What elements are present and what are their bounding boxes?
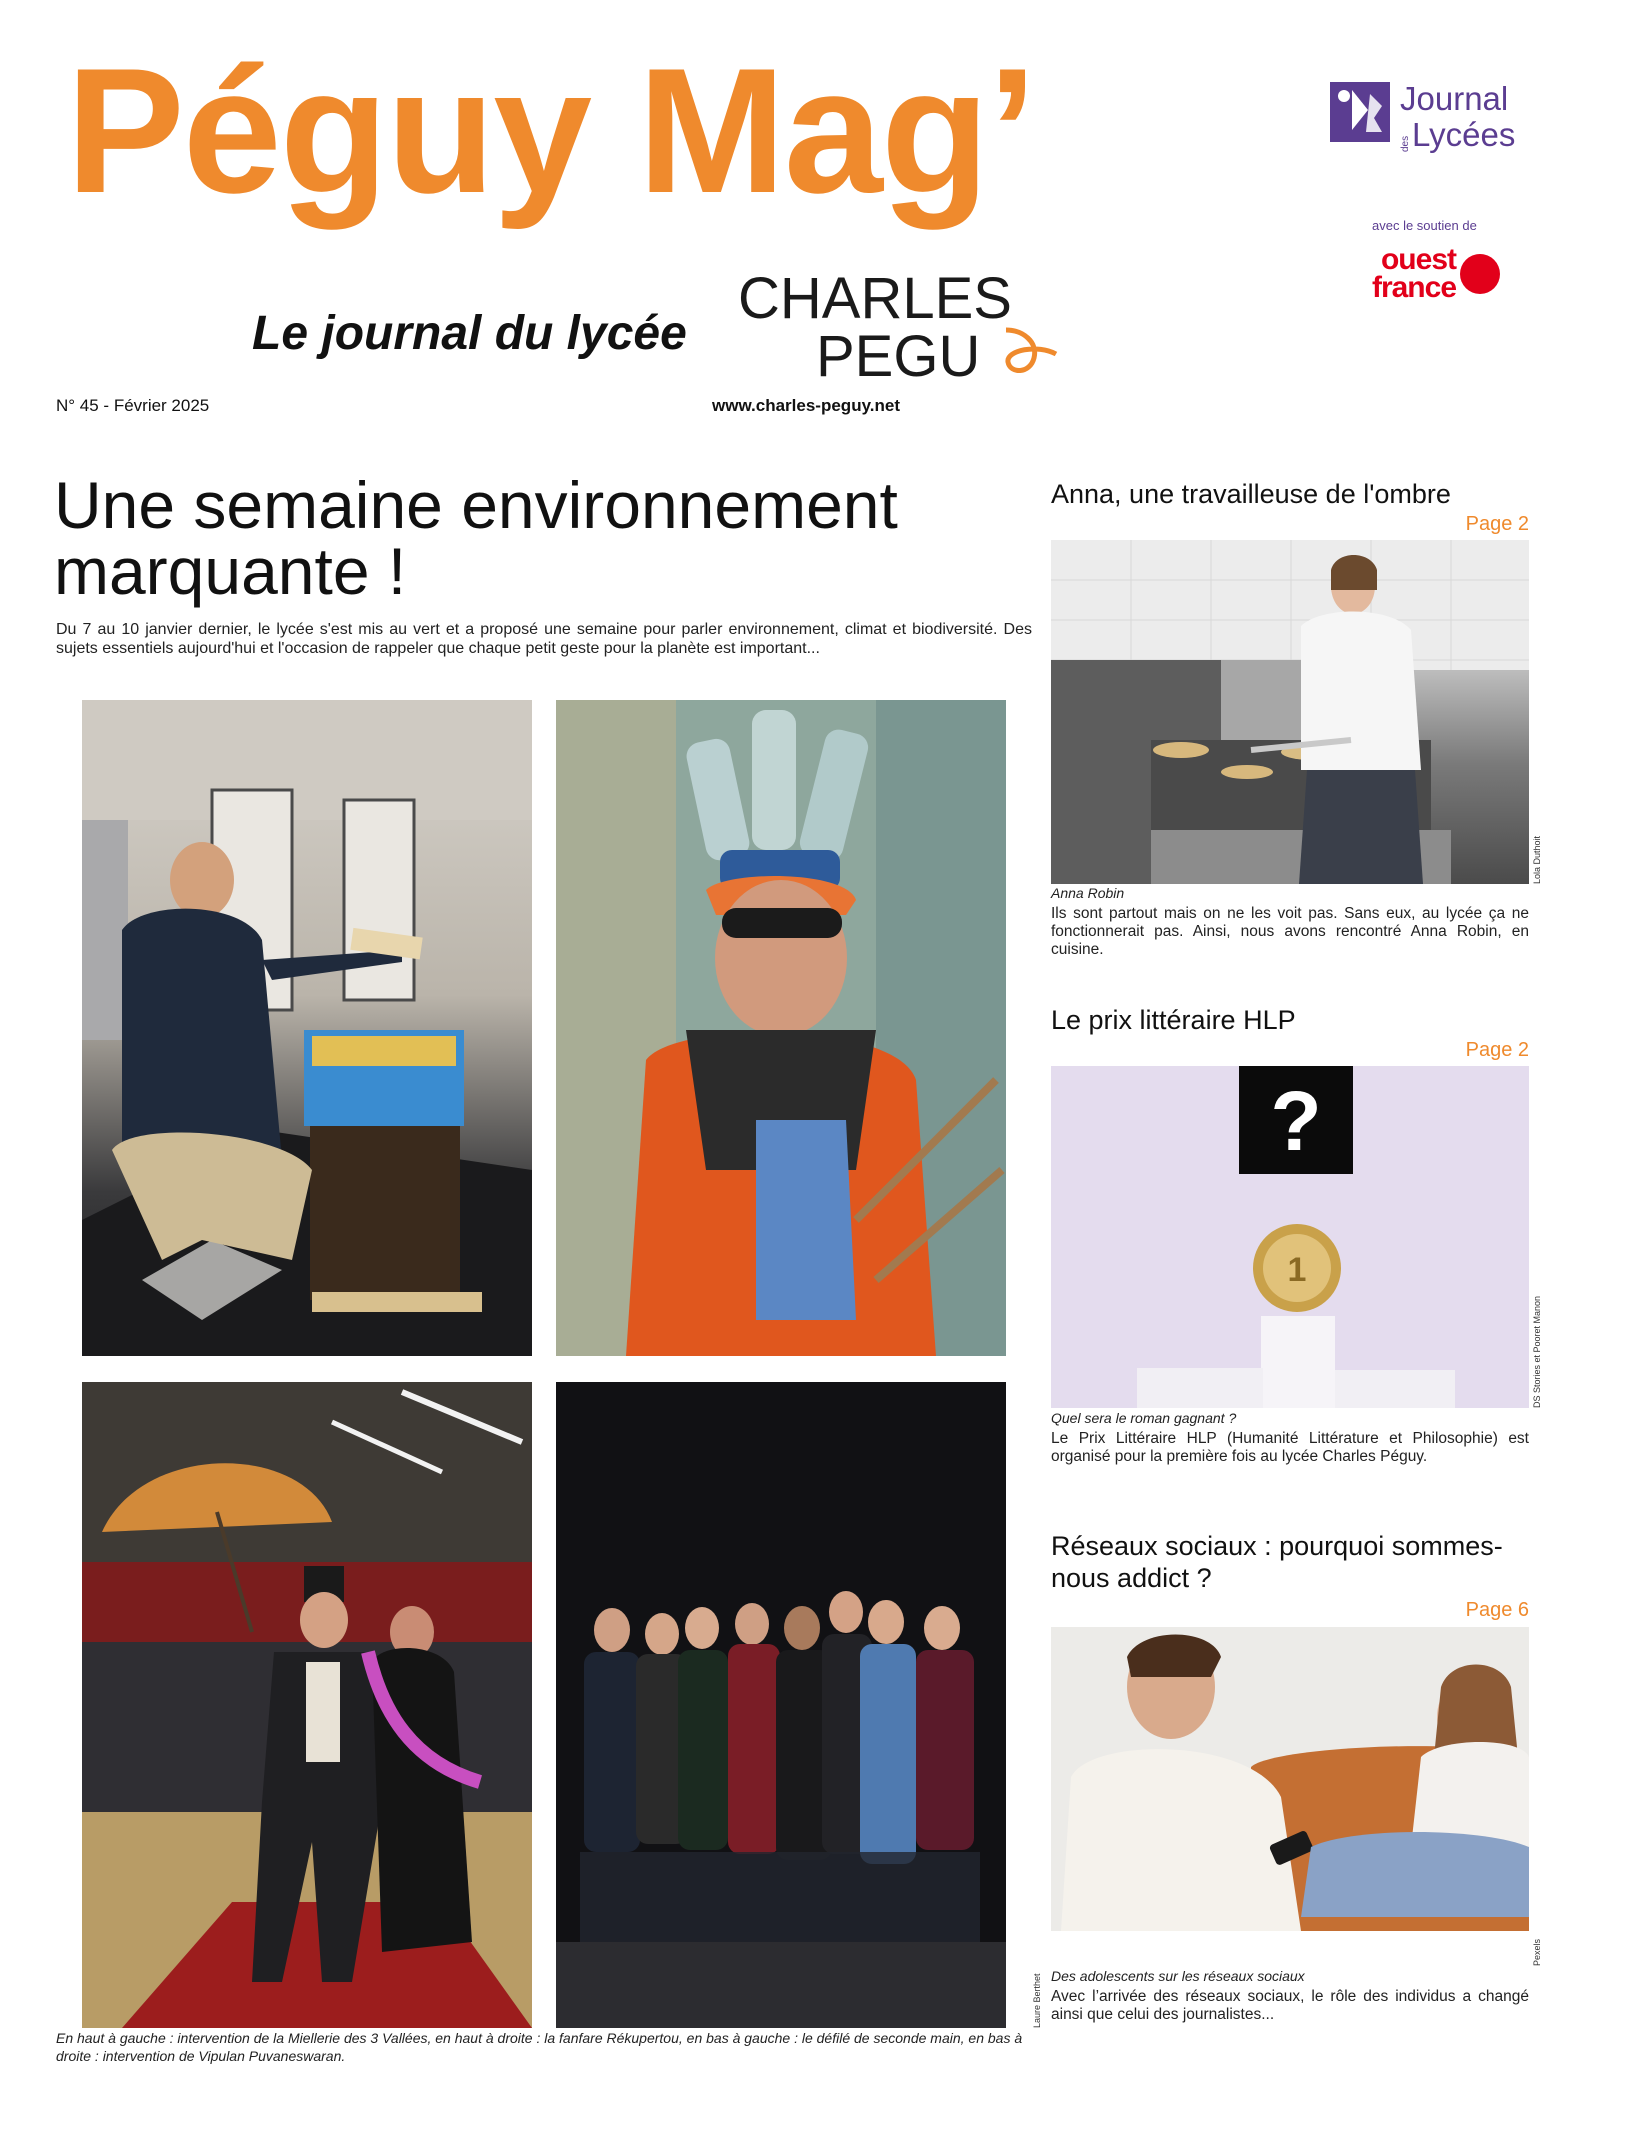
reseaux-page-link[interactable]: Page 6 [1465,1599,1529,1621]
hlp-page-link[interactable]: Page 2 [1465,1039,1529,1061]
website-link[interactable]: www.charles-peguy.net [712,396,900,415]
partner-logo-lycees: Lycées [1412,116,1516,153]
main-headline: Une semaine environnement marquante ! [54,468,898,608]
photo-miellerie [82,700,532,1356]
medal-number: 1 [1287,1251,1307,1289]
reseaux-photo-caption: Des adolescents sur les réseaux sociaux [1051,1968,1305,1984]
main-photo-caption: En haut à gauche : intervention de la Miellerie des 3 Vallées, en haut à droite : la fanfare Rékupertou, en bas à gauche : le défilé de seconde main, en bas à droite : intervention de Vipulan Puvaneswaran. [56,2030,1023,2064]
ouest-france-circle-icon [1460,254,1500,294]
logo-swirl-icon [1006,330,1056,371]
hlp-summary: Le Prix Littéraire HLP (Humanité Littérature et Philosophie) est organisé pour la première fois au lycée Charles Péguy. [1051,1430,1529,1465]
photo-fanfare [556,700,1006,1356]
anna-article-title[interactable]: Anna, une travailleuse de l'ombre [1051,479,1451,509]
photo-prix-litteraire [1051,1066,1529,1408]
journal-des-lycees-icon [1330,82,1390,142]
ouest-france-logo [1352,243,1492,304]
main-intro: Du 7 au 10 janvier dernier, le lycée s'est mis au vert et a proposé une semaine pour parler environnement, climat et biodiversité. Des sujets essentiels aujourd'hui et l'occasion de rappeler que chaque petit geste pour la planète est important... [56,621,1032,657]
magazine-subtitle: Le journal du lycée [252,307,687,360]
photo-defile [82,1382,532,2028]
anna-photo-caption: Anna Robin [1051,885,1125,901]
anna-page-link[interactable]: Page 2 [1465,513,1529,535]
hlp-photo-credit: DS Stories et Pooret Manon [1532,1295,1542,1408]
question-mark-icon: ? [1270,1074,1322,1168]
reseaux-article-title[interactable]: Réseaux sociaux : pourquoi sommes-nous addict ? [1051,1531,1503,1594]
issue-number: N° 45 - Février 2025 [56,396,210,415]
partner-logo-des: des [1400,135,1411,152]
main-photo-credit: Laure Berthet [1032,1973,1042,2028]
support-label: avec le soutien de [1372,218,1477,233]
anna-summary: Ils sont partout mais on ne les voit pas. Sans eux, au lycée ça ne fonctionnerait pas. Ainsi, nous avons rencontré Anna Robin, en cuisine. [1051,905,1529,958]
school-logo-line1: CHARLES [738,266,1012,331]
school-logo-line2: PEGU [816,324,981,382]
reseaux-photo-credit: Pexels [1532,1938,1542,1966]
reseaux-summary: Avec l’arrivée des réseaux sociaux, le rôle des individus a changé ainsi que celui des journalistes... [1051,1988,1529,2023]
charles-peguy-logo [738,262,1068,382]
sponsor-line2: france [1371,270,1456,304]
photo-vipulan [556,1382,1006,2028]
anna-photo-credit: Lola Duthoit [1532,835,1542,884]
partner-logo-name: Journal [1400,80,1509,117]
sponsor-line1: ouest [1380,243,1456,276]
magazine-title: Péguy Mag’ [66,31,1036,230]
hlp-article-title[interactable]: Le prix littéraire HLP [1051,1005,1296,1035]
hlp-photo-caption: Quel sera le roman gagnant ? [1051,1410,1237,1426]
photo-adolescents [1051,1627,1529,1931]
photo-anna-robin [1051,540,1529,884]
journal-des-lycees-logo [1330,82,1520,154]
